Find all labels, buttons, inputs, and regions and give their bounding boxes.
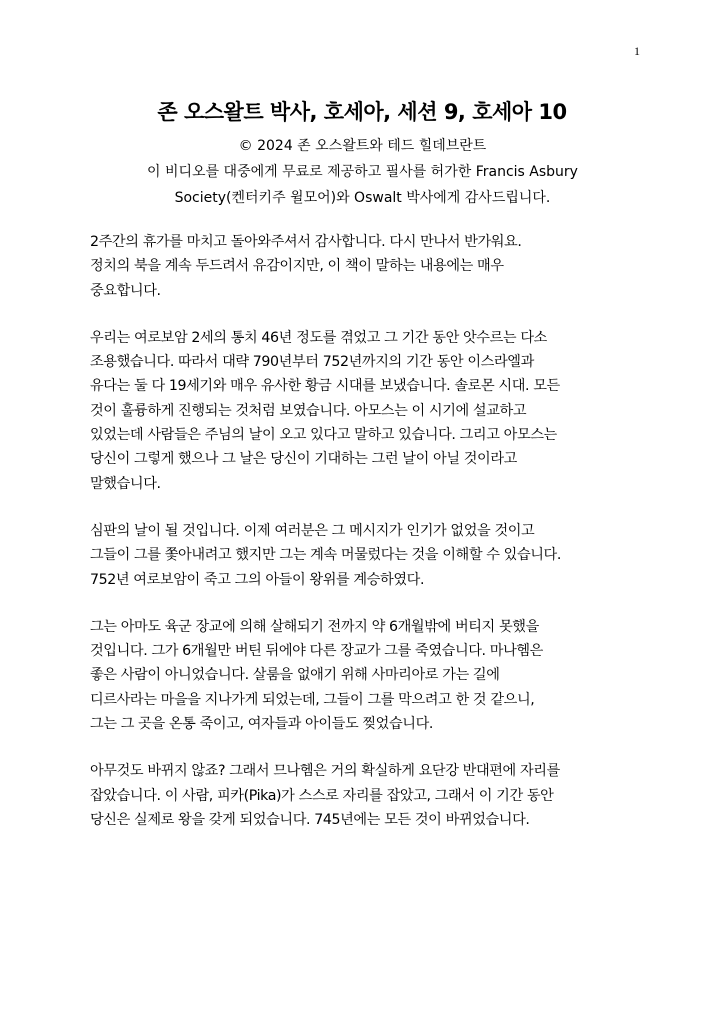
paragraph-line: 정치의 북을 계속 두드려서 유감이지만, 이 책이 말하는 내용에는 매우 bbox=[90, 258, 504, 275]
paragraph-line: 있었는데 사람들은 주님의 날이 오고 있다고 말하고 있습니다. 그리고 아모스는 bbox=[90, 427, 557, 444]
paragraph-line: 말했습니다. bbox=[90, 475, 161, 492]
paragraph bbox=[90, 230, 650, 303]
paragraph-line: 조용했습니다. 따라서 대략 790년부터 752년까지의 기간 동안 이스라엘과 bbox=[90, 354, 534, 371]
paragraph-line: 그는 그 곳을 온통 죽이고, 여자들과 아이들도 찢었습니다. bbox=[90, 716, 434, 733]
document-title: 존 오스왈트 박사, 호세아, 세션 9, 호세아 10 bbox=[157, 100, 567, 124]
acknowledgement-line-2: Society(켄터키주 윌모어)와 Oswalt 박사에게 감사드립니다. bbox=[174, 190, 551, 206]
transcript-body bbox=[90, 230, 650, 855]
paragraph-line: 심판의 날이 될 것입니다. 이제 여러분은 그 메시지가 인기가 없었을 것이고 bbox=[90, 522, 535, 539]
copyright-line: © 2024 존 오스왈트와 테드 힐데브란트 bbox=[238, 138, 487, 154]
paragraph-line: 것이 훌륭하게 진행되는 것처럼 보였습니다. 아모스는 이 시기에 설교하고 bbox=[90, 402, 527, 419]
paragraph bbox=[90, 326, 650, 496]
paragraph bbox=[90, 519, 650, 592]
document-header bbox=[90, 133, 635, 211]
paragraph-line: 것입니다. 그가 6개월만 버틴 뒤에야 다른 장교가 그를 죽였습니다. 마나헴은 bbox=[90, 643, 543, 660]
paragraph-line: 디르사라는 마을을 지나가게 되었는데, 그들이 그를 막으려고 한 것 같으니, bbox=[90, 691, 535, 708]
acknowledgement-line-1: 이 비디오를 대중에게 무료로 제공하고 필사를 허가한 Francis Asbury bbox=[147, 164, 578, 180]
paragraph-line: 좋은 사람이 아니었습니다. 살룸을 없애기 위해 사마리아로 가는 길에 bbox=[90, 667, 500, 684]
paragraph-line: 2주간의 휴가를 마치고 돌아와주셔서 감사합니다. 다시 만나서 반가워요. bbox=[90, 234, 522, 250]
paragraph-line: 우리는 여로보암 2세의 통치 46년 정도를 겪었고 그 기간 동안 앗수르는 다소 bbox=[90, 329, 547, 346]
paragraph bbox=[90, 759, 650, 832]
paragraph-line: 잡았습니다. 이 사람, 피카(Pika)가 스스로 자리를 잡았고, 그래서 이 기간 동안 bbox=[90, 787, 554, 804]
paragraph bbox=[90, 615, 650, 736]
paragraph-line: 그는 아마도 육군 장교에 의해 살해되기 전까지 약 6개월밖에 버티지 못했을 bbox=[90, 618, 539, 635]
paragraph-line: 당신은 실제로 왕을 갖게 되었습니다. 745년에는 모든 것이 바뀌었습니다. bbox=[90, 811, 530, 828]
page-number: 1 bbox=[634, 44, 640, 58]
paragraph-line: 유다는 둘 다 19세기와 매우 유사한 황금 시대를 보냈습니다. 솔로몬 시대. 모든 bbox=[90, 378, 560, 395]
paragraph-line: 중요합니다. bbox=[90, 282, 161, 299]
paragraph-line: 아무것도 바뀌지 않죠? 그래서 므나헴은 거의 확실하게 요단강 반대편에 자리를 bbox=[90, 763, 560, 780]
paragraph-line: 752년 여로보암이 죽고 그의 아들이 왕위를 계승하였다. bbox=[90, 571, 425, 588]
paragraph-line: 당신이 그렇게 했으나 그 날은 당신이 기대하는 그런 날이 아닐 것이라고 bbox=[90, 451, 517, 468]
paragraph-line: 그들이 그를 쫓아내려고 했지만 그는 계속 머물렀다는 것을 이해할 수 있습니다. bbox=[90, 547, 561, 564]
